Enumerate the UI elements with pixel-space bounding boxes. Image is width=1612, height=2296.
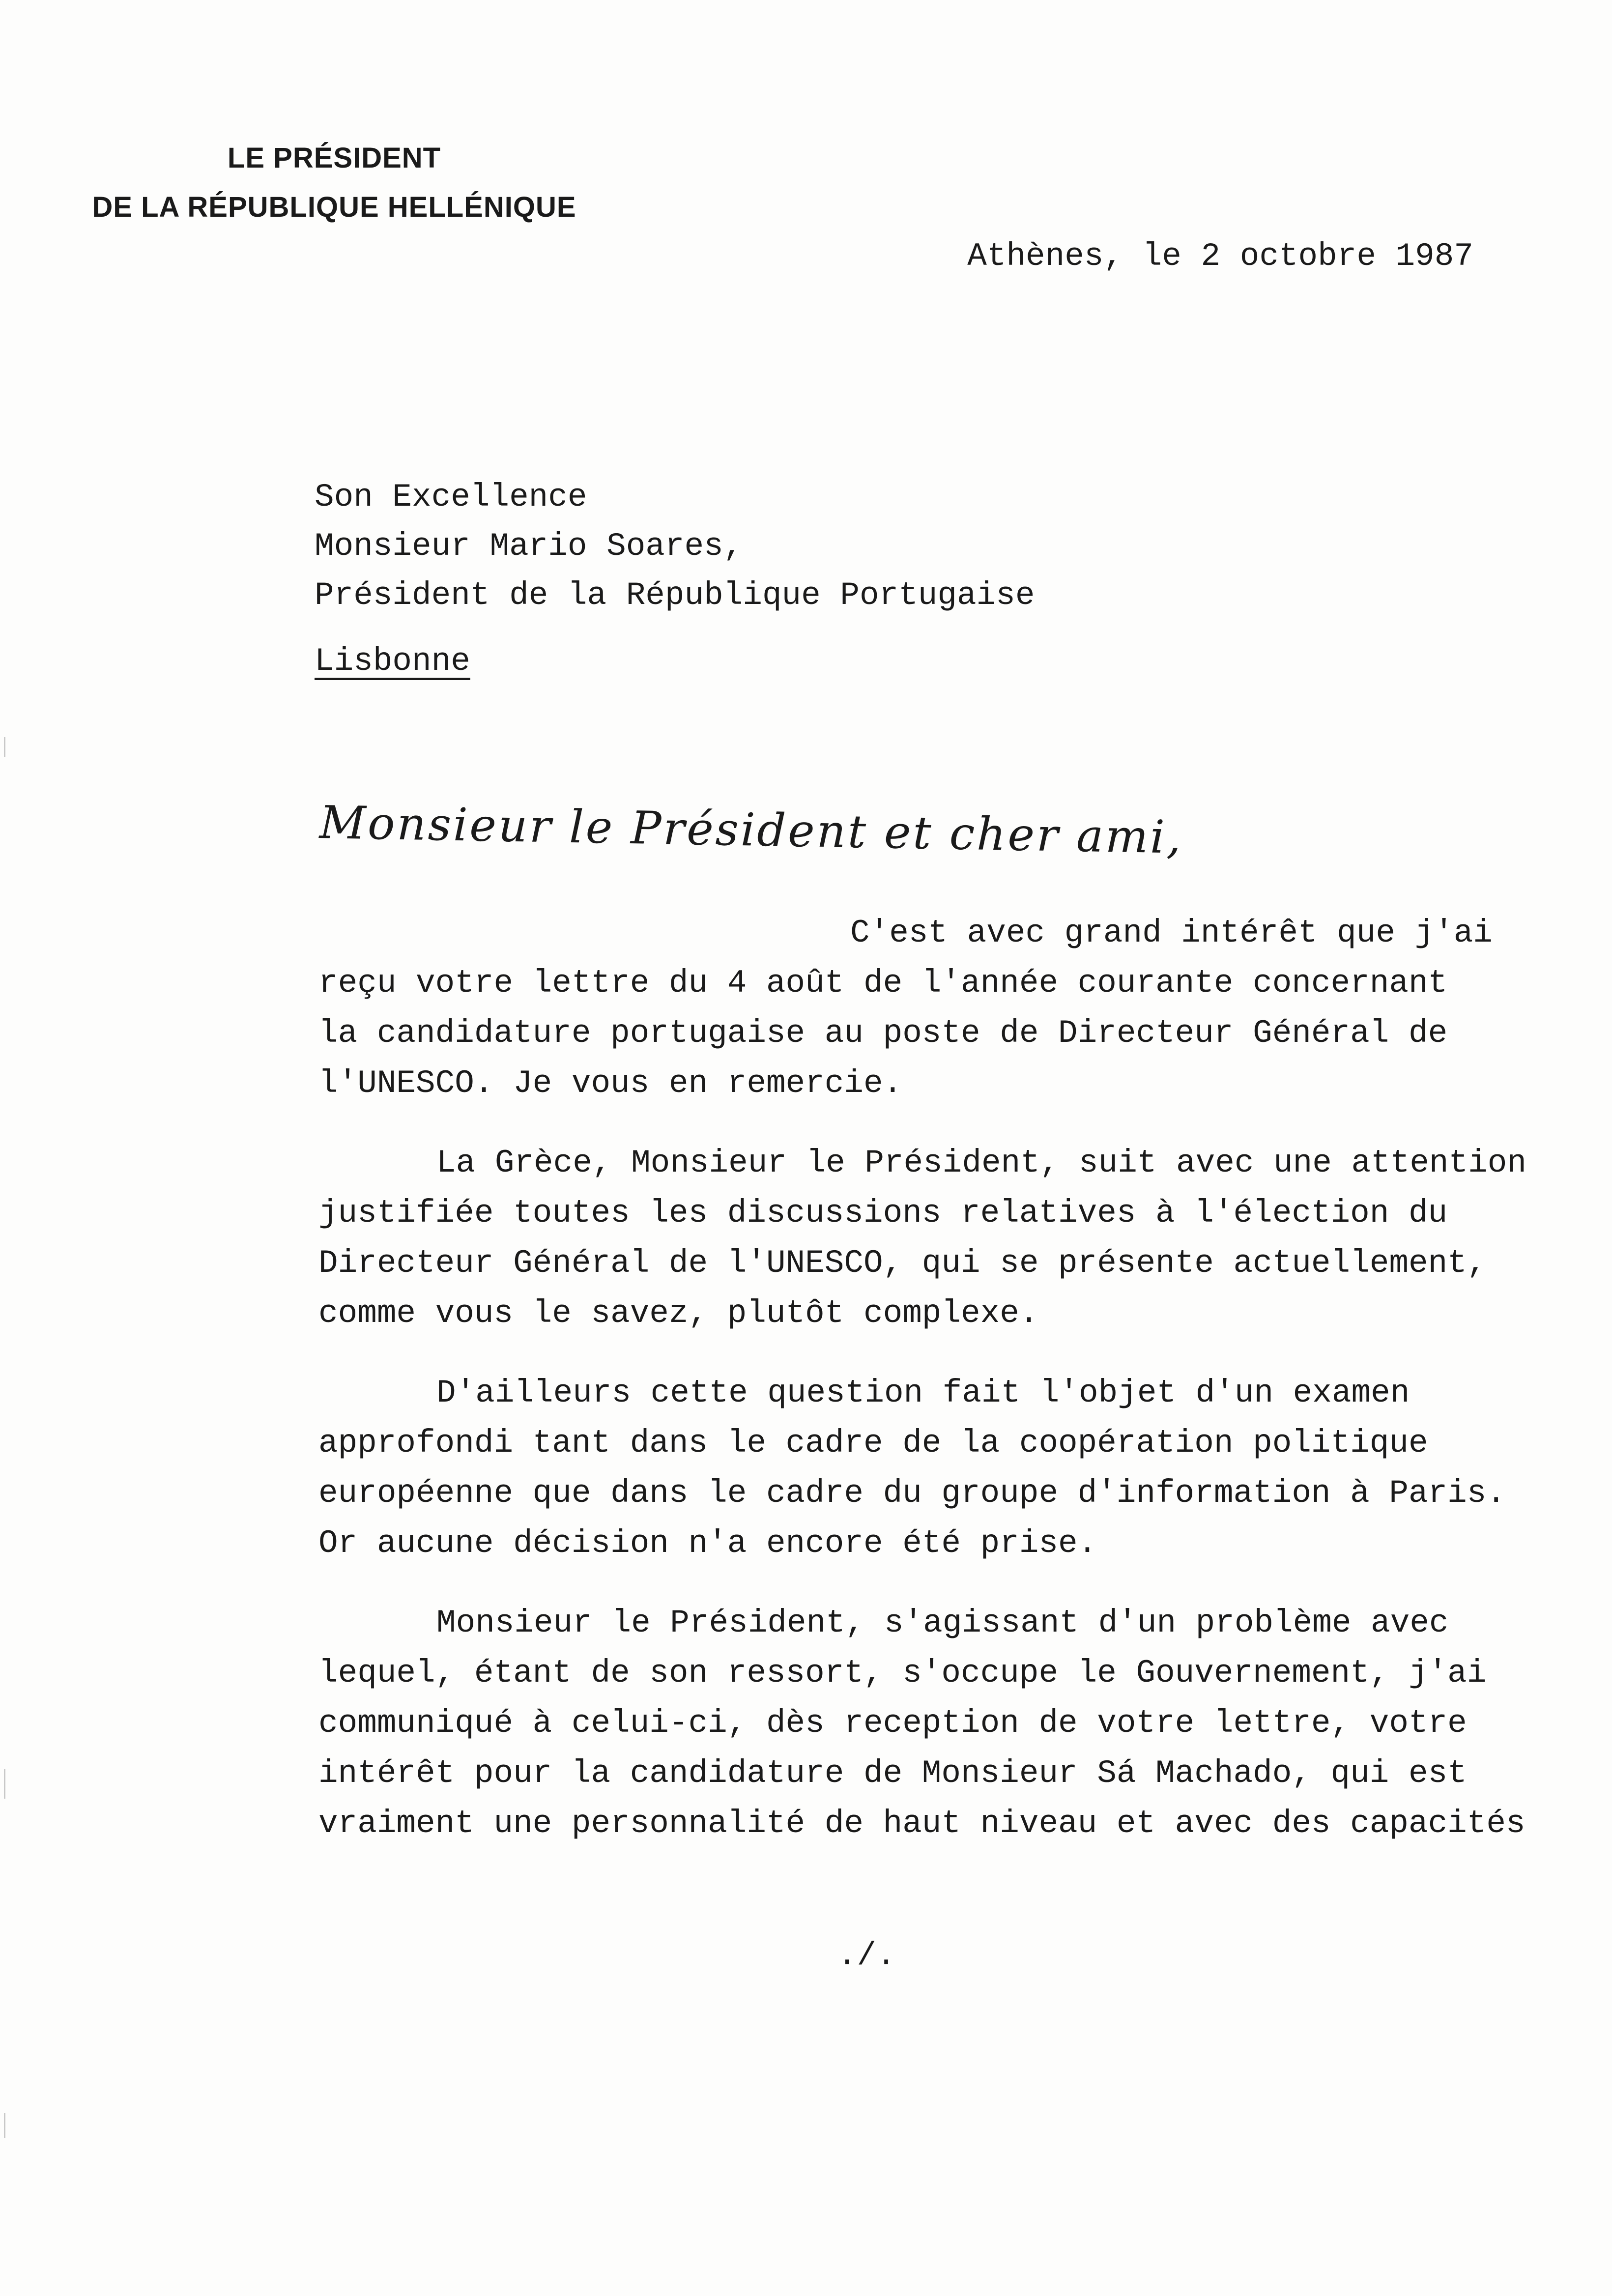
paragraph-line: l'UNESCO. Je vous en remercie. [318,1065,903,1102]
addressee-line-2: Monsieur Mario Soares, [315,528,743,565]
scan-margin-mark [4,2113,5,2138]
addressee-block [315,473,1035,686]
paragraph-3 [318,1368,1567,1569]
handwritten-salutation: Monsieur le Président et cher ami, [319,796,1183,864]
paragraph-line: comme vous le savez, plutôt complexe. [318,1295,1039,1332]
letterhead [88,134,580,232]
paragraph-line: intérêt pour la candidature de Monsieur Sá Machado, qui est [318,1755,1467,1792]
paragraph-line: Monsieur le Président, s'agissant d'un problème avec [436,1605,1449,1641]
paragraph-line: D'ailleurs cette question fait l'objet d'un examen [436,1375,1410,1411]
paragraph-line: communiqué à celui-ci, dès reception de votre lettre, votre [318,1705,1467,1742]
paragraph-line: Or aucune décision n'a encore été prise. [318,1525,1097,1562]
paragraph-line: vraiment une personnalité de haut niveau et avec des capacités [318,1805,1526,1842]
addressee-city: Lisbonne [315,643,470,680]
paragraph-1 [318,908,1567,1109]
letter-date: Athènes, le 2 octobre 1987 [967,238,1473,275]
paragraph-line: La Grèce, Monsieur le Président, suit avec une attention [436,1145,1526,1181]
paragraph-line: C'est avec grand intérêt que j'ai [850,915,1493,951]
addressee-line-1: Son Excellence [315,479,587,516]
paragraph-line: approfondi tant dans le cadre de la coopération politique [318,1425,1428,1462]
paragraph-line: lequel, étant de son ressort, s'occupe le Gouvernement, j'ai [318,1655,1487,1692]
letterhead-line-1: LE PRÉSIDENT [227,142,441,174]
paragraph-line: justifiée toutes les discussions relatives à l'élection du [318,1195,1448,1232]
letter-body [318,908,1567,1878]
paragraph-line: européenne que dans le cadre du groupe d'information à Paris. [318,1475,1506,1512]
paragraph-line: reçu votre lettre du 4 août de l'année courante concernant [318,965,1448,1002]
letterhead-line-2: DE LA RÉPUBLIQUE HELLÉNIQUE [92,191,576,223]
addressee-line-3: Président de la République Portugaise [315,577,1035,614]
paragraph-line: Directeur Général de l'UNESCO, qui se présente actuellement, [318,1245,1487,1282]
paragraph-line: la candidature portugaise au poste de Directeur Général de [318,1015,1448,1052]
paragraph-2 [318,1138,1567,1339]
scan-margin-mark [4,1769,5,1799]
paragraph-4 [318,1598,1567,1849]
scan-margin-mark [4,737,5,757]
page-continuation-mark: ./. [837,1937,896,1974]
